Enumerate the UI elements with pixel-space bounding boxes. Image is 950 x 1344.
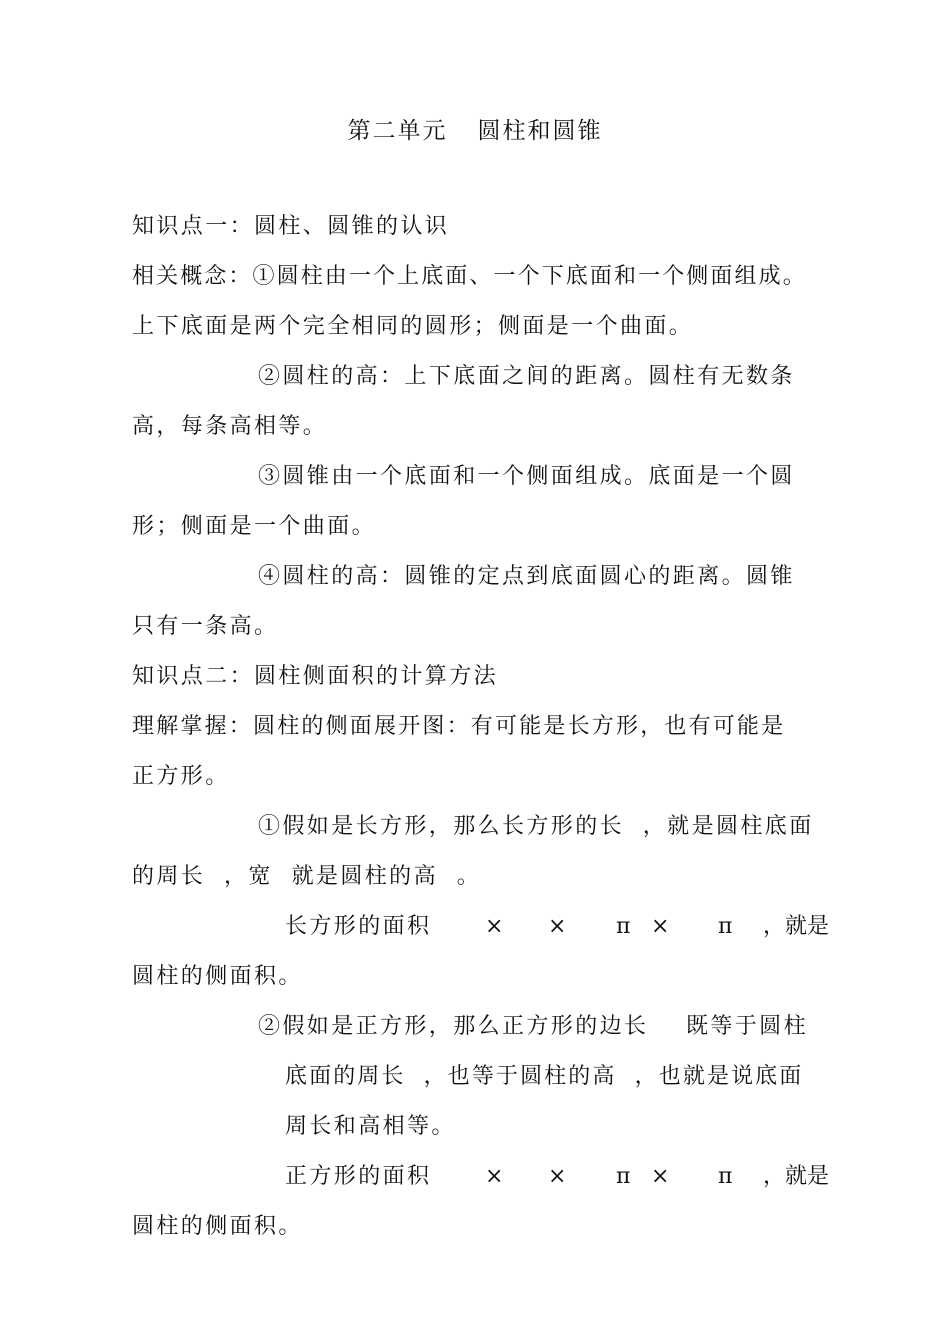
section-heading-1: 知识点一：圆柱、圆锥的认识 — [132, 214, 450, 239]
text-line: 上下底面是两个完全相同的圆形；侧面是一个曲面。 — [132, 314, 694, 339]
pi-symbol: π — [718, 914, 733, 939]
text-line: 形；侧面是一个曲面。 — [132, 514, 377, 539]
pi-symbol: π — [616, 914, 631, 939]
page-title — [0, 112, 950, 145]
times-sign: × — [548, 1164, 567, 1189]
formula-tail: ，就是 — [763, 1164, 830, 1189]
text-line: 圆柱的侧面积。 — [132, 964, 303, 989]
times-sign: × — [548, 914, 567, 939]
formula-tail: ，就是 — [763, 914, 830, 939]
text-line: ①假如是长方形，那么长方形的长 ，就是圆柱底面 — [258, 814, 814, 839]
text-line: 正方形。 — [132, 764, 230, 789]
times-sign: × — [485, 1164, 504, 1189]
title-unit: 第二单元 — [347, 118, 448, 144]
concept-line: 相关概念：①圆柱由一个上底面、一个下底面和一个侧面组成。 — [132, 264, 807, 289]
pi-symbol: π — [616, 1164, 631, 1189]
formula-label-square: 正方形的面积 — [285, 1164, 432, 1189]
section-heading-2: 知识点二：圆柱侧面积的计算方法 — [132, 664, 499, 689]
formula-label-rect: 长方形的面积 — [285, 914, 432, 939]
text-line: ③圆锥由一个底面和一个侧面组成。底面是一个圆 — [258, 464, 795, 489]
text-line: 的周长 ，宽 就是圆柱的高 。 — [132, 864, 482, 889]
title-topic: 圆柱和圆锥 — [477, 118, 603, 144]
text-line: 底面的周长 ，也等于圆柱的高 ，也就是说底面 — [285, 1064, 804, 1089]
text-line: 周长和高相等。 — [285, 1114, 456, 1139]
text-line: ④圆柱的高：圆锥的定点到底面圆心的距离。圆锥 — [258, 564, 795, 589]
text-line: ②圆柱的高：上下底面之间的距离。圆柱有无数条 — [258, 364, 795, 389]
text-line: 理解掌握：圆柱的侧面展开图：有可能是长方形，也有可能是 — [132, 714, 786, 739]
times-sign: × — [651, 1164, 670, 1189]
text-line: ②假如是正方形，那么正方形的边长 既等于圆柱 — [258, 1014, 808, 1039]
text-line: 圆柱的侧面积。 — [132, 1214, 303, 1239]
pi-symbol: π — [718, 1164, 733, 1189]
times-sign: × — [485, 914, 504, 939]
text-line: 高，每条高相等。 — [132, 414, 328, 439]
times-sign: × — [651, 914, 670, 939]
text-line: 只有一条高。 — [132, 614, 279, 639]
